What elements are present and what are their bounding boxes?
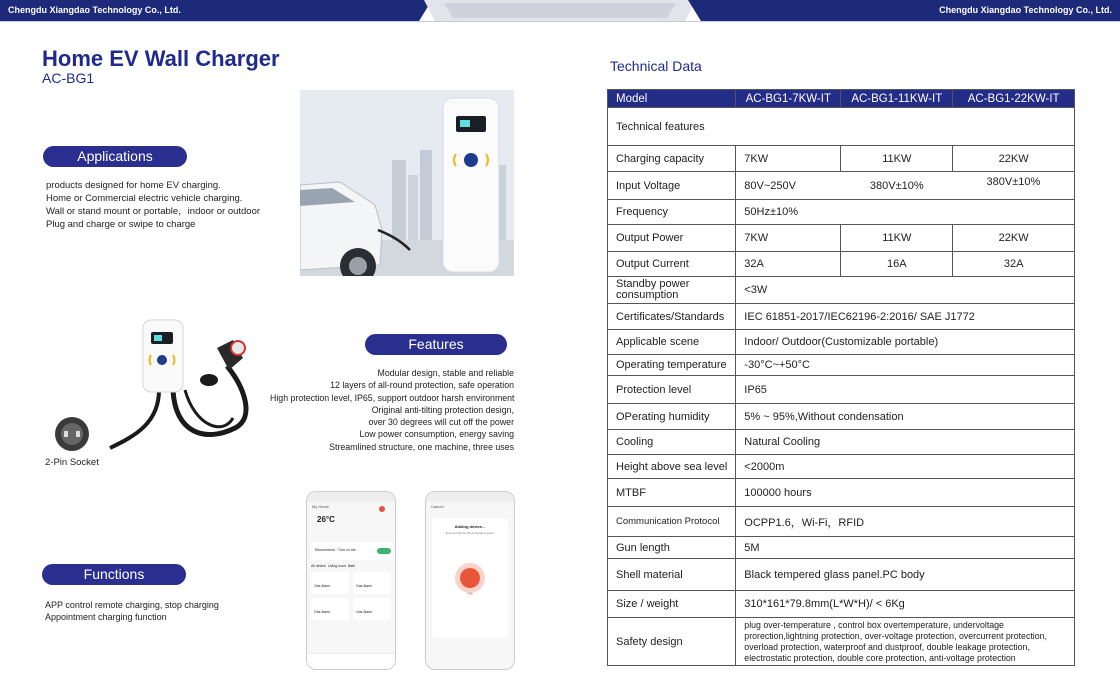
phone-cancel-label: Cancel <box>431 504 444 509</box>
header-model-7kw: AC-BG1-7KW-IT <box>736 90 841 108</box>
socket-icon <box>52 414 92 454</box>
phone-recommend-text: Recommend · Turn on the <box>315 548 356 552</box>
row-label: Safety design <box>608 618 736 666</box>
app-phone-adding-device-screen <box>425 491 515 670</box>
app-phone-home-screen <box>306 491 396 670</box>
row-label: Communication Protocol <box>608 507 736 537</box>
table-row <box>608 355 1075 376</box>
table-row <box>608 404 1075 430</box>
table-row <box>608 507 1075 537</box>
device-card-label: Gas Alarm <box>356 584 373 588</box>
row-value: 16A <box>841 252 953 277</box>
row-value: 5% ~ 95%,Without condensation <box>736 404 1075 430</box>
table-row <box>608 330 1075 355</box>
row-label: Certificates/Standards <box>608 304 736 330</box>
features-line: Low power consumption, energy saving <box>359 429 514 440</box>
adding-device-hint: Ensure that the Wi-Fi signal is good. <box>445 531 495 535</box>
header-model: Model <box>608 90 736 108</box>
adding-device-title: Adding device... <box>454 524 486 529</box>
row-label: Standby power consumption <box>608 277 736 304</box>
row-label: Output Current <box>608 252 736 277</box>
phone-tab-bar <box>307 653 395 669</box>
row-label: Protection level <box>608 376 736 404</box>
applications-text <box>46 179 260 231</box>
phone-status-bar <box>426 492 514 502</box>
applications-line: products designed for home EV charging. <box>46 180 221 191</box>
phone-tabs <box>311 564 355 568</box>
phone-status-bar <box>307 492 395 502</box>
row-label: Frequency <box>608 200 736 225</box>
features-line: 12 layers of all-round protection, safe operation <box>330 380 514 391</box>
table-row <box>608 430 1075 455</box>
device-card-label: Gas Alarm <box>356 610 373 614</box>
table-row <box>608 200 1075 225</box>
table-row <box>608 108 1075 146</box>
row-value: 7KW <box>736 146 841 172</box>
table-row <box>608 376 1075 404</box>
row-value: IP65 <box>736 376 1075 404</box>
technical-features-label: Technical features <box>608 108 1075 146</box>
row-value: 22KW <box>953 225 1075 252</box>
row-label: Cooling <box>608 430 736 455</box>
charger-car-photo <box>300 90 514 276</box>
adding-progress-percent: 0% <box>467 592 473 596</box>
company-name-left: Chengdu Xiangdao Technology Co., Ltd. <box>8 5 181 15</box>
technical-data-title: Technical Data <box>610 58 702 74</box>
table-row <box>608 252 1075 277</box>
turn-on-toggle-icon <box>377 548 391 554</box>
row-label: Height above sea level <box>608 455 736 479</box>
functions-text <box>45 599 219 623</box>
applications-line: Plug and charge or swipe to charge <box>46 219 196 230</box>
add-device-icon <box>379 506 385 512</box>
features-line: Streamlined structure, one machine, three uses <box>329 441 514 452</box>
page-title: Home EV Wall Charger <box>42 46 280 71</box>
row-value: -30°C~+50°C <box>736 355 1075 376</box>
table-row <box>608 455 1075 479</box>
row-label: Charging capacity <box>608 146 736 172</box>
row-value: <3W <box>736 277 1075 304</box>
top-banner <box>0 0 1120 21</box>
adding-device-card <box>432 518 508 638</box>
functions-heading: Functions <box>42 564 186 585</box>
banner-divider <box>0 21 1120 22</box>
row-label: OPerating humidity <box>608 404 736 430</box>
row-value: 380V±10% <box>953 172 1075 200</box>
header-model-22kw: AC-BG1-22KW-IT <box>953 90 1075 108</box>
row-value: <2000m <box>736 455 1075 479</box>
device-card-label: Gas Alarm <box>314 610 331 614</box>
row-label: Applicable scene <box>608 330 736 355</box>
row-value: 5M <box>736 537 1075 559</box>
row-value: Black tempered glass panel.PC body <box>736 559 1075 591</box>
device-card-label: Gas Alarm <box>314 584 331 588</box>
row-value: 100000 hours <box>736 479 1075 507</box>
row-label: Shell material <box>608 559 736 591</box>
banner-center-inner <box>444 3 676 18</box>
device-card <box>353 598 391 620</box>
functions-line: Appointment charging function <box>45 612 167 622</box>
table-row <box>608 591 1075 618</box>
row-value: 32A <box>953 252 1075 277</box>
row-value-safety: plug over-temperature , control box overtemperature, undervoltage prorection,lightning protection, over-voltage protection, overcurrent protection, overload protection, waterproof and dustproof, double leakage protection, electrostatic protection, double core protection, anti-voltage protection <box>736 618 1075 666</box>
searching-icon <box>460 568 480 588</box>
table-header-row <box>608 90 1075 108</box>
phone-tab: All device <box>311 564 326 568</box>
table-row <box>608 172 1075 200</box>
features-line: over 30 degrees will cut off the power <box>368 417 514 428</box>
table-row <box>608 618 1075 666</box>
table-row <box>608 146 1075 172</box>
table-row <box>608 277 1075 304</box>
row-label: Operating temperature <box>608 355 736 376</box>
table-row <box>608 559 1075 591</box>
row-value: 22KW <box>953 146 1075 172</box>
row-label: MTBF <box>608 479 736 507</box>
applications-line: Wall or stand mount or portable，indoor or outdoor <box>46 206 261 217</box>
table-row <box>608 225 1075 252</box>
device-card <box>311 572 349 594</box>
device-card <box>353 572 391 594</box>
phone-tab: Bath <box>347 564 356 568</box>
row-value: OCPP1.6，Wi-Fi，RFID <box>736 507 1075 537</box>
row-value: 32A <box>736 252 841 277</box>
applications-line: Home or Commercial electric vehicle charging. <box>46 193 243 204</box>
row-value: 310*161*79.8mm(L*W*H)/ < 6Kg <box>736 591 1075 618</box>
features-text <box>270 367 514 453</box>
phone-tab: Living room <box>327 564 347 568</box>
table-row <box>608 479 1075 507</box>
device-card <box>311 598 349 620</box>
header-model-11kw: AC-BG1-11KW-IT <box>841 90 953 108</box>
wall-charger-product-image <box>105 318 255 450</box>
row-label: Size / weight <box>608 591 736 618</box>
row-value: 11KW <box>841 146 953 172</box>
company-name-right: Chengdu Xiangdao Technology Co., Ltd. <box>939 5 1112 15</box>
row-value: 50Hz±10% <box>736 200 1075 225</box>
features-line: Modular design, stable and reliable <box>377 368 514 378</box>
row-label: Input Voltage <box>608 172 736 200</box>
phone-home-label: My Home <box>312 504 330 509</box>
table-row <box>608 537 1075 559</box>
row-value: 380V±10% <box>841 172 953 200</box>
features-line: High protection level, IP65, support outdoor harsh environment <box>270 392 515 403</box>
row-value: 11KW <box>841 225 953 252</box>
row-label: Output Power <box>608 225 736 252</box>
phone-temperature: 26°C <box>317 515 335 524</box>
row-value: 80V~250V <box>736 172 841 200</box>
car-photo-illustration <box>300 90 514 276</box>
features-heading: Features <box>365 334 507 355</box>
row-value: Indoor/ Outdoor(Customizable portable) <box>736 330 1075 355</box>
row-value: 7KW <box>736 225 841 252</box>
socket-label: 2-Pin Socket <box>45 457 99 468</box>
row-value: Natural Cooling <box>736 430 1075 455</box>
model-number: AC-BG1 <box>42 70 95 86</box>
technical-data-table <box>607 89 1075 666</box>
row-label: Gun length <box>608 537 736 559</box>
row-value: IEC 61851-2017/IEC62196-2:2016/ SAE J1772 <box>736 304 1075 330</box>
features-line: Original anti-tilting protection design, <box>371 404 514 415</box>
functions-line: APP control remote charging, stop charging <box>45 600 219 610</box>
table-row <box>608 304 1075 330</box>
applications-heading: Applications <box>43 146 187 167</box>
